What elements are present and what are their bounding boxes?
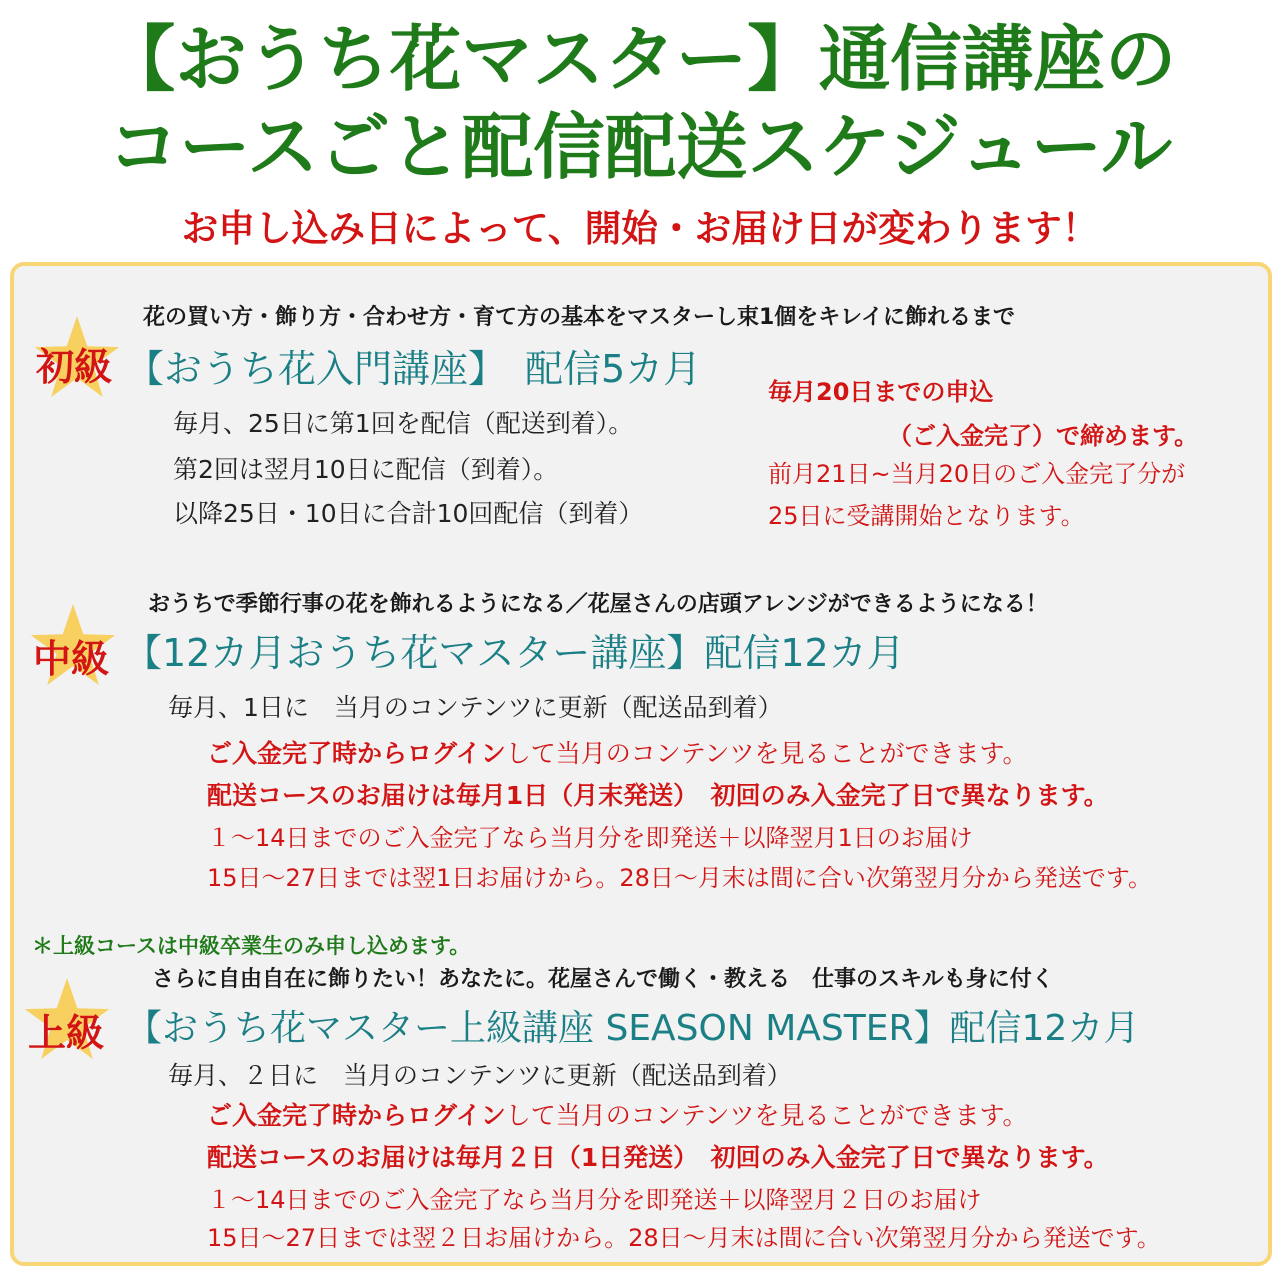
- intermediate-note1: １～14日までのご入金完了なら当月分を即発送＋以降翌月1日のお届け: [207, 824, 973, 852]
- intermediate-delivery: 配送コースのお届けは毎月1日（月末発送） 初回のみ入金完了日で異なります。: [207, 781, 1109, 810]
- beginner-line3: 以降25日・10日に合計10回配信（到着）: [173, 499, 644, 528]
- intermediate-login-rest: して当月のコンテンツを見ることができます。: [505, 739, 1028, 768]
- beginner-deadline-line3: 前月21日~当月20日のご入金完了分が: [768, 460, 1186, 488]
- beginner-deadline-line1: 毎月20日までの申込: [768, 378, 994, 406]
- advanced-note1: １～14日までのご入金完了なら当月分を即発送＋以降翌月２日のお届け: [207, 1186, 982, 1214]
- advanced-login-rest: して当月のコンテンツを見ることができます。: [505, 1101, 1028, 1130]
- intermediate-course-title: 【12カ月おうち花マスター講座】配信12カ月: [124, 631, 905, 675]
- beginner-line1: 毎月、25日に第1回を配信（配送到着）。: [173, 409, 634, 438]
- advanced-note2: 15日～27日までは翌２日お届けから。28日～月末は間に合い次第翌月分から発送です。: [207, 1224, 1161, 1252]
- intermediate-login-bold: ご入金完了時からログイン: [207, 739, 506, 768]
- advanced-level-label: 上級: [28, 1011, 105, 1055]
- intermediate-login-note: [207, 734, 1028, 770]
- beginner-deadline-line2: （ご入金完了）で締めます。: [888, 422, 1199, 450]
- intermediate-tagline: おうちで季節行事の花を飾れるようになる／花屋さんの店頭アレンジができるようになる！: [148, 592, 1048, 617]
- page-title-line2: コースごと配信配送スケジュール: [107, 106, 1173, 189]
- advanced-tagline: さらに自由自在に飾りたい！あなたに。花屋さんで働く・教える 仕事のスキルも身に付く: [152, 967, 1054, 992]
- intermediate-level-label: 中級: [33, 637, 110, 681]
- advanced-course-title: 【おうち花マスター上級講座 SEASON MASTER】配信12カ月: [126, 1008, 1140, 1049]
- intermediate-note2: 15日～27日までは翌1日お届けから。28日～月末は間に合い次第翌月分から発送です。: [207, 864, 1152, 892]
- beginner-deadline-line4: 25日に受講開始となります。: [768, 502, 1085, 530]
- advanced-line1: 毎月、２日に 当月のコンテンツに更新（配送品到着）: [168, 1061, 792, 1090]
- beginner-course-title: 【おうち花入門講座】 配信5カ月: [126, 347, 702, 391]
- beginner-level-label: 初級: [36, 345, 113, 389]
- page-subtitle: お申し込み日によって、開始・お届け日が変わります！: [181, 207, 1099, 250]
- advanced-delivery: 配送コースのお届けは毎月２日（1日発送） 初回のみ入金完了日で異なります。: [207, 1143, 1109, 1172]
- beginner-line2: 第2回は翌月10日に配信（到着）。: [173, 455, 559, 484]
- advanced-prerequisite: ＊上級コースは中級卒業生のみ申し込めます。: [32, 934, 471, 958]
- advanced-login-bold: ご入金完了時からログイン: [207, 1101, 506, 1130]
- intermediate-line1: 毎月、1日に 当月のコンテンツに更新（配送品到着）: [168, 693, 783, 722]
- beginner-tagline: 花の買い方・飾り方・合わせ方・育て方の基本をマスターし束1個をキレイに飾れるまで: [143, 305, 1015, 330]
- advanced-login-note: [207, 1096, 1028, 1132]
- page-title-line1: 【おうち花マスター】通信講座の: [103, 18, 1177, 101]
